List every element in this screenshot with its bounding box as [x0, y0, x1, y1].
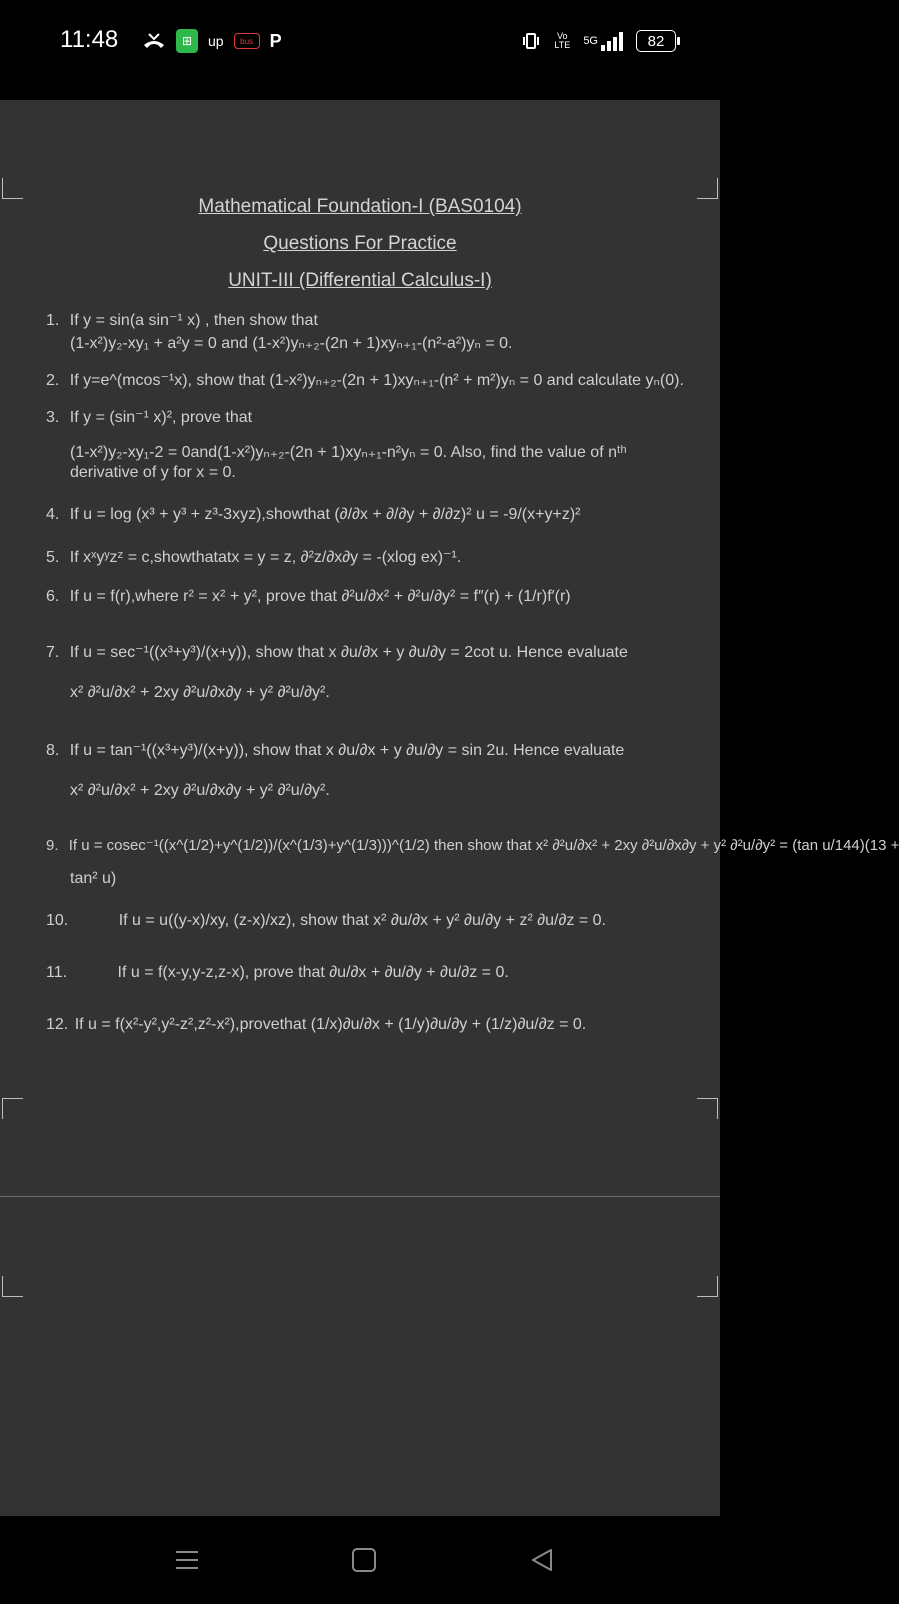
document-subtitle: Questions For Practice: [263, 233, 457, 254]
question-text: If y=e^(mcos⁻¹x), show that (1-x²)yₙ₊₂-(2n + 1)xyₙ₊₁-(n² + m²)yₙ = 0 and calculate yₙ(0).: [69, 372, 684, 389]
question-text: If u = f(r),where r² = x² + y², prove that ∂²u/∂x² + ∂²u/∂y² = f″(r) + (1/r)f′(r): [69, 588, 571, 605]
question-12: [46, 1016, 586, 1034]
navigation-bar: [0, 1516, 720, 1604]
page-corner-mark: [2, 1276, 23, 1297]
menu-icon: [174, 1548, 200, 1572]
question-8-line-2: x² ∂²u/∂x² + 2xy ∂²u/∂x∂y + y² ∂²u/∂y².: [70, 782, 330, 799]
up-app-icon: up: [208, 33, 224, 49]
question-text: If u = sec⁻¹((x³+y³)/(x+y)), show that x ∂u/∂x + y ∂u/∂y = 2cot u. Hence evaluate: [69, 644, 628, 661]
missed-call-icon: [142, 31, 166, 51]
question-number: 12.: [46, 1016, 69, 1033]
back-button[interactable]: [522, 1540, 562, 1580]
home-button[interactable]: [344, 1540, 384, 1580]
question-8: [46, 740, 624, 760]
volte-icon: Vo LTE: [554, 31, 571, 50]
network-label: 5G: [583, 35, 598, 47]
clock: 11:48: [60, 26, 119, 53]
signal-icon: [583, 31, 624, 51]
question-text: If u = f(x-y,y-z,z-x), prove that ∂u/∂x + ∂u/∂y + ∂u/∂z = 0.: [117, 964, 509, 981]
system-icons: [521, 26, 676, 56]
page-corner-mark: [697, 1276, 718, 1297]
page-corner-mark: [697, 1098, 718, 1119]
notification-icons: [142, 26, 282, 56]
question-text: If u = tan⁻¹((x³+y³)/(x+y)), show that x ∂u/∂x + y ∂u/∂y = sin 2u. Hence evaluate: [69, 742, 625, 759]
vibrate-icon: [521, 31, 541, 51]
question-number: 4.: [46, 506, 60, 523]
question-5: [46, 547, 461, 567]
question-number: 5.: [46, 549, 60, 566]
fedbus-icon: bus: [234, 33, 260, 49]
document-viewer[interactable]: [0, 100, 899, 1516]
question-number: 3.: [46, 409, 60, 426]
question-text: If u = u((y-x)/xy, (z-x)/xz), show that x² ∂u/∂x + y² ∂u/∂y + z² ∂u/∂z = 0.: [118, 912, 606, 929]
question-number: 11.: [46, 964, 68, 981]
question-7: [46, 642, 628, 662]
question-1-line-2: (1-x²)y₂-xy₁ + a²y = 0 and (1-x²)yₙ₊₂-(2n + 1)xyₙ₊₁-(n²-a²)yₙ = 0.: [70, 335, 513, 352]
status-bar: [0, 0, 720, 100]
question-6: [46, 588, 571, 606]
page-separator: [0, 1196, 720, 1197]
p-app-icon: P: [269, 30, 282, 51]
question-3: [46, 407, 252, 427]
question-number: 6.: [46, 588, 60, 605]
question-text: If u = f(x²-y²,y²-z²,z²-x²),provethat (1/x)∂u/∂x + (1/y)∂u/∂y + (1/z)∂u/∂z = 0.: [74, 1016, 587, 1033]
back-icon: [529, 1547, 555, 1573]
question-1: [46, 310, 318, 330]
question-text: If y = (sin⁻¹ x)², prove that: [69, 409, 253, 426]
question-3-line-2: (1-x²)y₂-xy₁-2 = 0and(1-x²)yₙ₊₂-(2n + 1)xyₙ₊₁-n²yₙ = 0. Also, find the value of nᵗʰ: [70, 444, 627, 461]
question-number: 9.: [46, 837, 59, 854]
question-9: [46, 836, 899, 854]
page-corner-mark: [2, 1098, 23, 1119]
question-text: If u = cosec⁻¹((x^(1/2)+y^(1/2))/(x^(1/3)+y^(1/3)))^(1/2) then show that x² ∂²u/∂x² + 2xy ∂²u/∂x∂y + y² ∂²u/∂y² = (tan u/144)(13 +: [68, 837, 899, 854]
question-number: 10.: [46, 912, 69, 929]
question-2: [46, 370, 684, 390]
question-number: 8.: [46, 742, 60, 759]
home-icon: [351, 1547, 377, 1573]
question-7-line-2: x² ∂²u/∂x² + 2xy ∂²u/∂x∂y + y² ∂²u/∂y².: [70, 684, 330, 701]
question-4: [46, 506, 580, 524]
question-number: 2.: [46, 372, 60, 389]
question-text: If u = log (x³ + y³ + z³-3xyz),showthat (∂/∂x + ∂/∂y + ∂/∂z)² u = -9/(x+y+z)²: [69, 506, 581, 523]
question-text: If xˣyʸzᶻ = c,showthatatx = y = z, ∂²z/∂x∂y = -(xlog ex)⁻¹.: [69, 549, 462, 566]
question-text: If y = sin(a sin⁻¹ x) , then show that: [69, 312, 318, 329]
document-title: Mathematical Foundation-I (BAS0104): [198, 196, 522, 217]
menu-button[interactable]: [167, 1540, 207, 1580]
battery-icon: 82: [636, 30, 676, 52]
question-10: [46, 912, 606, 930]
unit-heading: UNIT-III (Differential Calculus-I): [228, 270, 492, 291]
question-number: 1.: [46, 312, 60, 329]
question-number: 7.: [46, 644, 60, 661]
question-11: [46, 964, 509, 982]
question-3-line-3: derivative of y for x = 0.: [70, 464, 236, 481]
question-9-line-2: tan² u): [70, 870, 117, 887]
shopping-app-icon: ⊞: [176, 29, 198, 53]
